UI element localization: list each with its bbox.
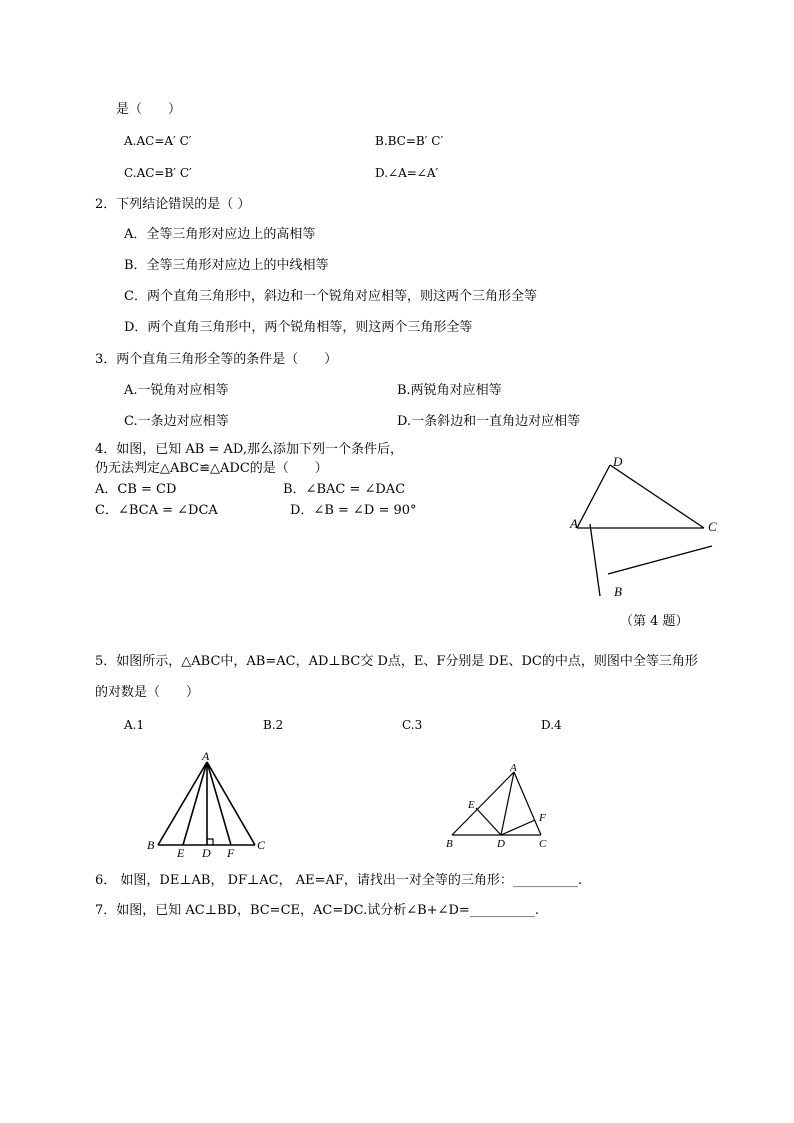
q2-option-b[interactable]: B．全等三角形对应边上的中线相等 (124, 258, 329, 273)
q1-option-d[interactable]: D.∠A=∠A′ (375, 166, 439, 180)
q5-stem-line2: 的对数是（ ） (95, 685, 200, 700)
q4-segment-da (577, 465, 610, 528)
q5r-side-ac (514, 772, 541, 835)
q4-stem-line1: 4．如图，已知 AB = AD,那么添加下列一个条件后， (95, 442, 403, 457)
q3-option-c[interactable]: C.一条边对应相等 (124, 414, 229, 429)
q5-stem-line1: 5．如图所示，△ABC中，AB=AC，AD⊥BC交 D点，E、F分别是 DE、DC的中点，则图中全等三角形 (95, 654, 698, 669)
q3-stem: 3．两个直角三角形全等的条件是（ ） (95, 352, 338, 367)
q3-option-a[interactable]: A.一锐角对应相等 (124, 383, 229, 398)
q5r-label-a: A (510, 762, 517, 774)
q4-label-b: B (614, 584, 622, 599)
q4-stem-line2: 仍无法判定△ABC≌△ADC的是（ ） (95, 461, 328, 476)
q2-option-c[interactable]: C．两个直角三角形中，斜边和一个锐角对应相等，则这两个三角形全等 (124, 289, 537, 304)
q4-figure-caption: （第 4 题） (620, 614, 689, 629)
q5l-right-angle-mark (207, 839, 213, 845)
q4-label-d: D (613, 454, 623, 469)
q2-stem: 2．下列结论错误的是（ ） (95, 197, 251, 212)
q4-option-c[interactable]: C．∠BCA = ∠DCA (95, 503, 218, 518)
q3-option-d[interactable]: D.一条斜边和一直角边对应相等 (397, 414, 581, 429)
q5l-side-ac (207, 762, 255, 845)
q5r-segment-df (501, 820, 535, 835)
q5r-segment-de (476, 808, 501, 835)
q5l-segment-af (207, 762, 231, 845)
q6-answer-blank[interactable]: __________ (512, 873, 578, 888)
q5r-label-e: E (468, 799, 475, 811)
q5l-label-c: C (257, 838, 266, 852)
q1-option-b[interactable]: B.BC=B′ C′ (375, 134, 444, 148)
q5l-label-b: B (147, 838, 155, 852)
q4-segment-ab (590, 524, 600, 596)
q2-option-a[interactable]: A．全等三角形对应边上的高相等 (124, 227, 316, 242)
q5r-side-ab (452, 772, 514, 835)
q1-option-c[interactable]: C.AC=B′ C′ (124, 166, 192, 180)
q7-text: 7．如图，已知 AC⊥BD，BC=CE，AC=DC.试分析∠B+∠D= (95, 903, 470, 918)
q4-segment-bc (608, 546, 712, 574)
q4-segment-dc (610, 465, 704, 528)
q1-option-a[interactable]: A.AC=A′ C′ (124, 134, 192, 148)
q5-option-d[interactable]: D.4 (541, 718, 562, 732)
q5l-label-a: A (202, 749, 210, 763)
q4-label-a: A (570, 516, 578, 531)
q4-label-c: C (708, 519, 717, 534)
q1-stem-tail: 是（ ） (116, 102, 182, 117)
q7-period: . (534, 903, 539, 918)
q2-option-d[interactable]: D．两个直角三角形中，两个锐角相等，则这两个三角形全等 (124, 320, 473, 335)
q4-option-a[interactable]: A．CB = CD (95, 482, 177, 497)
q5r-label-d: D (497, 838, 505, 850)
q5r-label-b: B (446, 838, 453, 850)
q5-option-a[interactable]: A.1 (124, 718, 145, 732)
q4-option-d[interactable]: D．∠B = ∠D = 90° (290, 503, 417, 518)
q5r-label-c: C (539, 838, 547, 850)
q5l-label-f: F (227, 846, 235, 860)
q6-period: . (577, 873, 583, 888)
q6-line (95, 872, 582, 890)
q7-line (95, 902, 539, 920)
q5-option-b[interactable]: B.2 (263, 718, 284, 732)
q3-option-b[interactable]: B.两锐角对应相等 (397, 383, 502, 398)
q5r-label-f: F (539, 812, 546, 824)
q6-text: 6． 如图，DE⊥AB， DF⊥AC， AE=AF，请找出一对全等的三角形： (95, 873, 513, 888)
q7-answer-blank[interactable]: __________ (469, 903, 535, 918)
q4-option-b[interactable]: B．∠BAC = ∠DAC (283, 482, 406, 497)
q5l-label-d: D (202, 846, 211, 860)
q5r-segment-ad (501, 772, 514, 835)
q5l-side-ab (158, 762, 207, 845)
q5-option-c[interactable]: C.3 (402, 718, 423, 732)
q5l-label-e: E (177, 846, 185, 860)
q5l-segment-ae (183, 762, 207, 845)
